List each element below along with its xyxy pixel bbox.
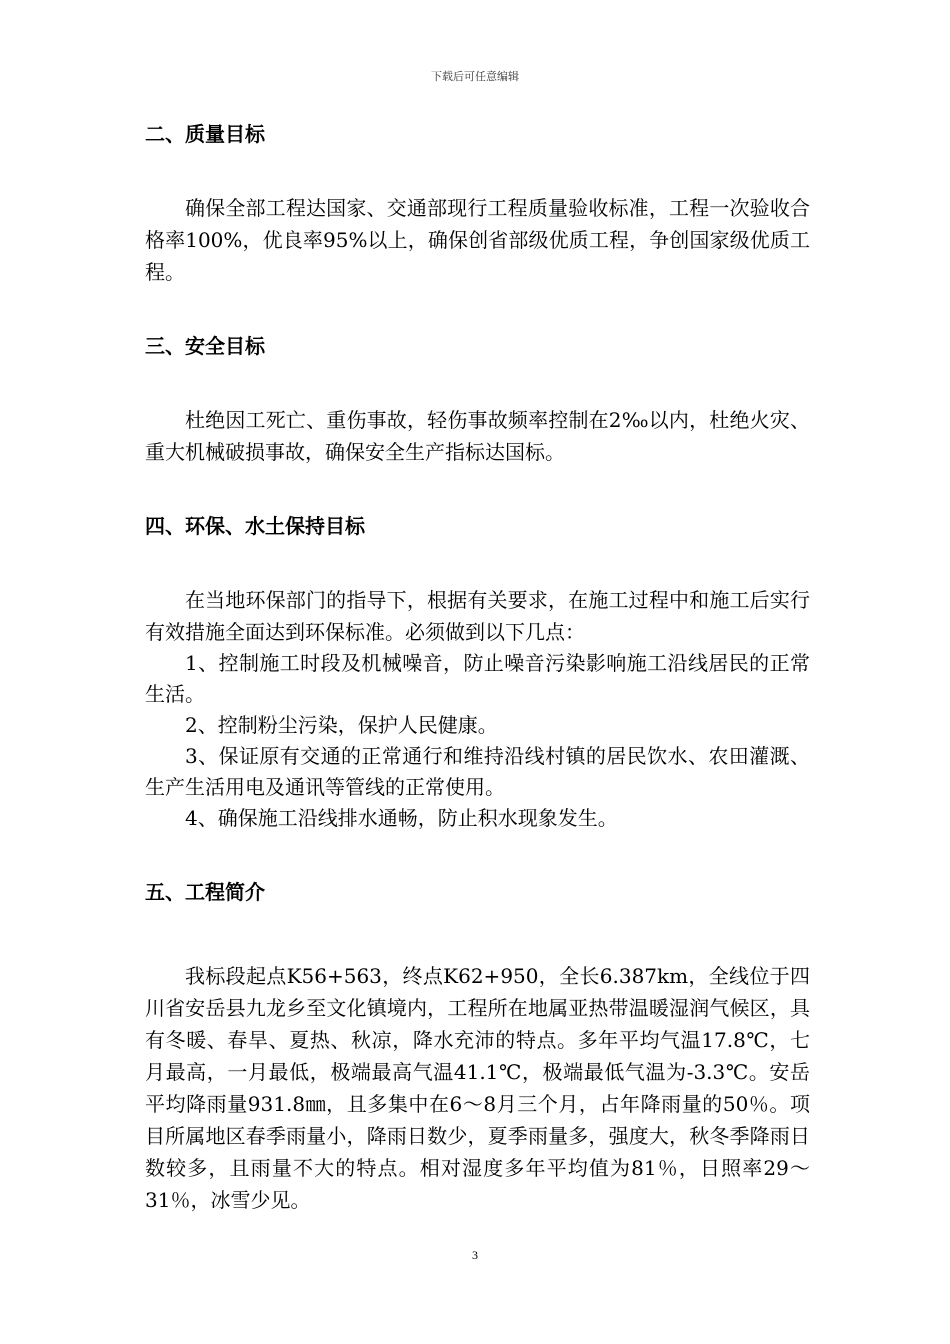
- environment-list-item: 2、控制粉尘污染，保护人民健康。: [185, 713, 498, 737]
- header-note: 下载后可任意编辑: [431, 70, 519, 83]
- environment-list-item: 3、保证原有交通的正常通行和维持沿线村镇的居民饮水、农田灌溉、生产生活用电及通讯等管线的正常使用。: [145, 744, 810, 799]
- environment-list-item: 4、确保施工沿线排水通畅，防止积水现象发生。: [185, 806, 618, 830]
- section-title-overview: 五、工程简介: [145, 880, 265, 904]
- document-body: [145, 118, 810, 1216]
- section-title-quality: 二、质量目标: [145, 122, 265, 146]
- section-body-overview: 我标段起点K56+563，终点K62+950，全长6.387km，全线位于四川省安岳县九龙乡至文化镇境内，工程所在地属亚热带温暖湿润气候区，具有冬暖、春旱、夏热、秋凉，降水充沛的特点。多年平均气温17.8℃，七月最高，一月最低，极端最高气温41.1℃，极端最低气温为-3.3℃。安岳平均降雨量931.8㎜，且多集中在6～8月三个月，占年降雨量的50％。项目所属地区春季雨量小，降雨日数少，夏季雨量多，强度大，秋冬季降雨日数较多，且雨量不大的特点。相对湿度多年平均值为81％，日照率29～31％，冰雪少见。: [145, 964, 810, 1212]
- section-title-environment: 四、环保、水土保持目标: [145, 514, 365, 538]
- section-body-quality: 确保全部工程达国家、交通部现行工程质量验收标准，工程一次验收合格率100%，优良率95%以上，确保创省部级优质工程，争创国家级优质工程。: [145, 196, 810, 284]
- section-body-safety: 杜绝因工死亡、重伤事故，轻伤事故频率控制在2‰以内，杜绝火灾、重大机械破损事故，确保安全生产指标达国标。: [145, 408, 810, 464]
- environment-list-item: 1、控制施工时段及机械噪音，防止噪音污染影响施工沿线居民的正常生活。: [145, 651, 810, 706]
- page-number: 3: [472, 1248, 478, 1262]
- section-title-safety: 三、安全目标: [145, 334, 265, 358]
- section-intro-environment: 在当地环保部门的指导下，根据有关要求，在施工过程中和施工后实行有效措施全面达到环保标准。必须做到以下几点：: [145, 588, 810, 644]
